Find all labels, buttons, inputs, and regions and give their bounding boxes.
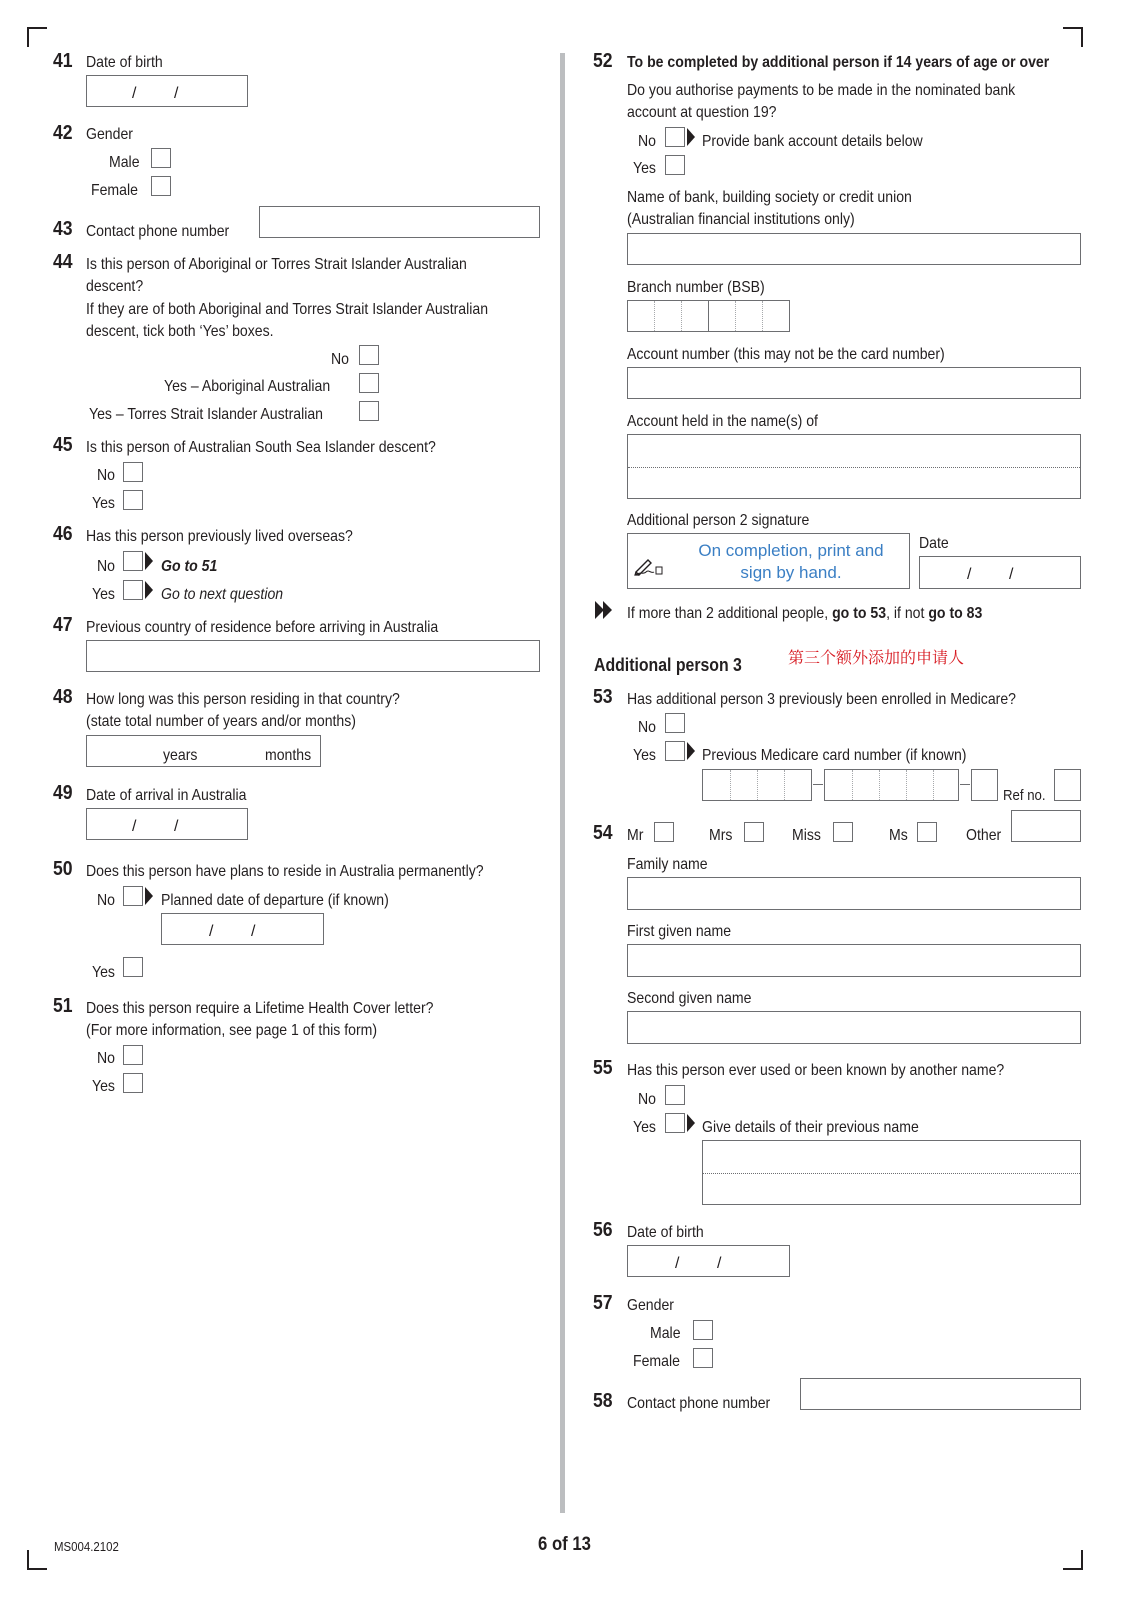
instruction-line — [627, 604, 982, 624]
q45-no-checkbox[interactable] — [123, 462, 143, 482]
q44-number: 44 — [53, 251, 73, 273]
q55-yes-checkbox[interactable] — [665, 1113, 685, 1133]
q53-yes-label: Yes — [633, 747, 656, 764]
crop-mark-top-left — [27, 27, 47, 47]
q52-line2: account at question 19? — [627, 104, 777, 121]
q53-number: 53 — [593, 686, 613, 708]
q57-male-label: Male — [650, 1325, 681, 1342]
q54-number: 54 — [593, 822, 613, 844]
q50-yes-label: Yes — [92, 964, 115, 981]
double-arrow-icon — [594, 600, 614, 620]
date-separator: / — [174, 85, 179, 102]
date-separator: / — [675, 1255, 680, 1272]
section-annotation: 第三个额外添加的申请人 — [788, 648, 965, 667]
q53-yes-arrow-icon — [687, 742, 695, 760]
q54-second-name-field[interactable] — [627, 1011, 1081, 1044]
q52-held-label: Account held in the name(s) of — [627, 413, 818, 430]
q53-no-label: No — [638, 719, 656, 736]
q57-female-label: Female — [633, 1353, 680, 1370]
q42-male-checkbox[interactable] — [151, 148, 171, 168]
q52-number: 52 — [593, 50, 613, 72]
q54-mr-label: Mr — [627, 827, 644, 844]
q46-label: Has this person previously lived overseas? — [86, 528, 353, 545]
q54-miss-checkbox[interactable] — [833, 822, 853, 842]
q46-yes-checkbox[interactable] — [123, 580, 143, 600]
q54-ms-label: Ms — [889, 827, 908, 844]
q55-no-label: No — [638, 1091, 656, 1108]
q52-signature-date-field[interactable] — [919, 556, 1081, 589]
q52-bank-label-2: (Australian financial institutions only) — [627, 211, 855, 228]
q51-line1: Does this person require a Lifetime Health Cover letter? — [86, 1000, 434, 1017]
instruction-middle: , if not — [886, 605, 929, 622]
q52-bank-label-1: Name of bank, building society or credit union — [627, 189, 912, 206]
q51-number: 51 — [53, 995, 73, 1017]
q53-ref-number-field[interactable] — [1054, 769, 1081, 801]
q48-months-label: months — [265, 747, 312, 764]
q46-yes-label: Yes — [92, 586, 115, 603]
q54-mrs-label: Mrs — [709, 827, 733, 844]
q45-no-label: No — [97, 467, 115, 484]
card-number-dash — [960, 784, 970, 785]
q41-date-of-birth-field[interactable] — [86, 75, 248, 107]
crop-mark-bottom-left — [27, 1550, 47, 1570]
q50-label: Does this person have plans to reside in Australia permanently? — [86, 863, 484, 880]
q41-number: 41 — [53, 50, 73, 72]
q55-number: 55 — [593, 1057, 613, 1079]
q52-signature-hint-1: On completion, print and — [698, 541, 884, 560]
q41-label: Date of birth — [86, 54, 163, 71]
q54-mrs-checkbox[interactable] — [744, 822, 764, 842]
q44-line4: descent, tick both ‘Yes’ boxes. — [86, 323, 274, 340]
q44-line2: descent? — [86, 278, 144, 295]
card-number-dash — [813, 784, 823, 785]
q57-label: Gender — [627, 1297, 674, 1314]
q50-no-detail: Planned date of departure (if known) — [161, 892, 389, 909]
q51-line2: (For more information, see page 1 of this form) — [86, 1022, 378, 1039]
date-separator: / — [967, 566, 972, 583]
q48-line1: How long was this person residing in that country? — [86, 691, 400, 708]
q52-account-number-field[interactable] — [627, 367, 1081, 399]
q53-no-checkbox[interactable] — [665, 713, 685, 733]
q51-yes-label: Yes — [92, 1078, 115, 1095]
q52-no-label: No — [638, 133, 656, 150]
q45-label: Is this person of Australian South Sea Islander descent? — [86, 439, 436, 456]
q54-first-name-field[interactable] — [627, 944, 1081, 977]
q44-yes-tsi-checkbox[interactable] — [359, 401, 379, 421]
date-separator: / — [132, 85, 137, 102]
q53-yes-checkbox[interactable] — [665, 741, 685, 761]
q54-family-name-field[interactable] — [627, 877, 1081, 910]
q50-yes-checkbox[interactable] — [123, 957, 143, 977]
q49-label: Date of arrival in Australia — [86, 787, 247, 804]
q57-male-checkbox[interactable] — [693, 1320, 713, 1340]
q52-no-arrow-icon — [687, 128, 695, 146]
q55-yes-arrow-icon — [687, 1114, 695, 1132]
q51-no-checkbox[interactable] — [123, 1045, 143, 1065]
q52-yes-checkbox[interactable] — [665, 155, 685, 175]
section-title: Additional person 3 — [594, 655, 742, 675]
date-separator: / — [132, 818, 137, 835]
q50-number: 50 — [53, 858, 73, 880]
q47-country-field[interactable] — [86, 640, 540, 672]
instruction-goto-83: go to 83 — [928, 605, 983, 622]
q53-ref-label: Ref no. — [1003, 787, 1046, 804]
q43-phone-field[interactable] — [259, 206, 540, 238]
pen-signature-icon — [634, 556, 664, 576]
q54-other-field[interactable] — [1011, 810, 1081, 842]
q44-yes-aboriginal-checkbox[interactable] — [359, 373, 379, 393]
q51-yes-checkbox[interactable] — [123, 1073, 143, 1093]
q42-female-checkbox[interactable] — [151, 176, 171, 196]
q52-no-checkbox[interactable] — [665, 127, 685, 147]
q50-no-checkbox[interactable] — [123, 886, 143, 906]
q58-label: Contact phone number — [627, 1395, 771, 1412]
q56-number: 56 — [593, 1219, 613, 1241]
q52-signature-hint-2: sign by hand. — [740, 563, 842, 582]
q48-number: 48 — [53, 686, 73, 708]
q46-no-label: No — [97, 558, 115, 575]
date-separator: / — [251, 923, 256, 940]
q49-arrival-date-field[interactable] — [86, 808, 248, 840]
q54-second-label: Second given name — [627, 990, 752, 1007]
q43-number: 43 — [53, 218, 73, 240]
q56-label: Date of birth — [627, 1224, 704, 1241]
q42-male-label: Male — [109, 154, 140, 171]
q54-first-label: First given name — [627, 923, 732, 940]
q46-yes-goto: Go to next question — [161, 586, 284, 603]
q50-departure-date-field[interactable] — [161, 913, 324, 945]
instruction-goto-53: go to 53 — [832, 605, 887, 622]
q55-yes-label: Yes — [633, 1119, 656, 1136]
crop-mark-top-right — [1063, 27, 1083, 47]
q42-number: 42 — [53, 122, 73, 144]
q52-account-names-field[interactable] — [627, 434, 1081, 499]
q52-account-label: Account number (this may not be the card number) — [627, 346, 945, 363]
q52-line1: Do you authorise payments to be made in the nominated bank — [627, 82, 1016, 99]
q54-family-label: Family name — [627, 856, 708, 873]
q46-no-checkbox[interactable] — [123, 551, 143, 571]
q46-no-goto: Go to 51 — [161, 558, 218, 575]
q55-no-checkbox[interactable] — [665, 1085, 685, 1105]
q42-female-label: Female — [91, 182, 138, 199]
q44-no-label: No — [331, 351, 349, 368]
q47-label: Previous country of residence before arriving in Australia — [86, 619, 439, 636]
q53-card-number-part2[interactable] — [824, 769, 959, 801]
q46-no-arrow-icon — [145, 552, 153, 570]
q55-yes-detail: Give details of their previous name — [702, 1119, 919, 1136]
q48-line2: (state total number of years and/or months) — [86, 713, 356, 730]
q51-no-label: No — [97, 1050, 115, 1067]
q52-signature-label: Additional person 2 signature — [627, 512, 810, 529]
q52-signature-field[interactable] — [627, 533, 910, 589]
q54-mr-checkbox[interactable] — [654, 822, 674, 842]
q52-date-label: Date — [919, 535, 949, 552]
q45-yes-checkbox[interactable] — [123, 490, 143, 510]
q54-miss-label: Miss — [792, 827, 821, 844]
q52-bsb-label: Branch number (BSB) — [627, 279, 765, 296]
q47-number: 47 — [53, 614, 73, 636]
q42-label: Gender — [86, 126, 133, 143]
date-separator: / — [174, 818, 179, 835]
q48-years-label: years — [163, 747, 198, 764]
q44-line3: If they are of both Aboriginal and Torres Strait Islander Australian — [86, 301, 489, 318]
page-number: 6 of 13 — [538, 1534, 591, 1555]
q54-ms-checkbox[interactable] — [917, 822, 937, 842]
q52-yes-label: Yes — [633, 160, 656, 177]
q58-number: 58 — [593, 1390, 613, 1412]
q53-yes-detail: Previous Medicare card number (if known) — [702, 747, 967, 764]
q53-card-number-part1[interactable] — [702, 769, 812, 801]
q53-card-number-part3[interactable] — [971, 769, 998, 801]
q46-yes-arrow-icon — [145, 581, 153, 599]
q49-number: 49 — [53, 782, 73, 804]
q44-yes-aboriginal-label: Yes – Aboriginal Australian — [164, 378, 331, 395]
q46-number: 46 — [53, 523, 73, 545]
q56-date-of-birth-field[interactable] — [627, 1245, 790, 1277]
q52-no-detail: Provide bank account details below — [702, 133, 923, 150]
crop-mark-bottom-right — [1063, 1550, 1083, 1570]
q52-bank-name-field[interactable] — [627, 233, 1081, 265]
q57-number: 57 — [593, 1292, 613, 1314]
q44-yes-tsi-label: Yes – Torres Strait Islander Australian — [89, 406, 324, 423]
date-separator: / — [1009, 566, 1014, 583]
form-code: MS004.2102 — [54, 1539, 119, 1554]
q57-female-checkbox[interactable] — [693, 1348, 713, 1368]
q58-phone-field[interactable] — [800, 1378, 1081, 1410]
q48-duration-field[interactable] — [86, 735, 321, 767]
q45-number: 45 — [53, 434, 73, 456]
q53-label: Has additional person 3 previously been enrolled in Medicare? — [627, 691, 1017, 708]
q43-label: Contact phone number — [86, 223, 230, 240]
date-separator: / — [717, 1255, 722, 1272]
q45-yes-label: Yes — [92, 495, 115, 512]
instruction-prefix: If more than 2 additional people, — [627, 605, 833, 622]
column-divider — [560, 53, 565, 1513]
q44-line1: Is this person of Aboriginal or Torres Strait Islander Australian — [86, 256, 467, 273]
q44-no-checkbox[interactable] — [359, 345, 379, 365]
q55-previous-name-field[interactable] — [702, 1140, 1081, 1205]
q52-bsb-field[interactable] — [627, 300, 790, 332]
date-separator: / — [209, 923, 214, 940]
q54-other-label: Other — [966, 827, 1002, 844]
q50-no-arrow-icon — [145, 887, 153, 905]
q50-no-label: No — [97, 892, 115, 909]
q52-heading: To be completed by additional person if 14 years of age or over — [627, 54, 1050, 71]
q55-label: Has this person ever used or been known by another name? — [627, 1062, 1005, 1079]
